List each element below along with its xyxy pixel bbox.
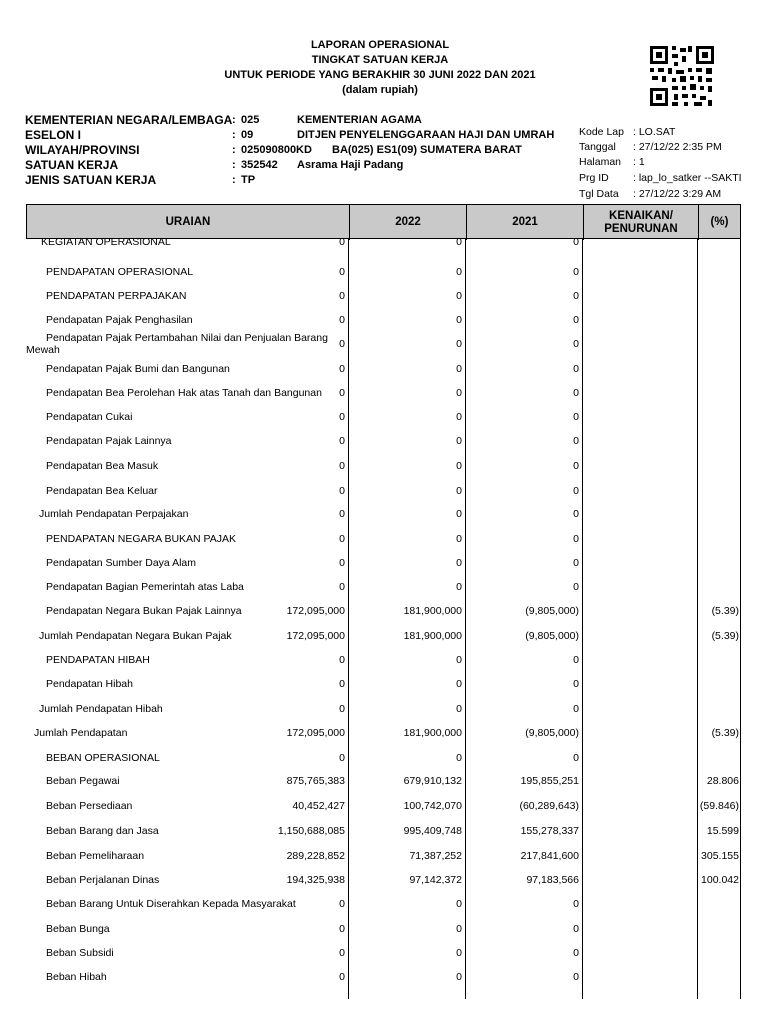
meta-code: 025090800KD bbox=[241, 144, 312, 156]
value-change: 0 bbox=[573, 387, 579, 399]
value-2022: 0 bbox=[339, 363, 345, 375]
meta-right-value: : LO.SAT bbox=[633, 126, 676, 138]
row-label: BEBAN OPERASIONAL bbox=[46, 752, 160, 764]
value-2021: 0 bbox=[456, 533, 462, 545]
value-2022: 0 bbox=[339, 557, 345, 569]
value-percent: 305.155 bbox=[701, 850, 739, 862]
value-percent: (5.39) bbox=[711, 605, 739, 617]
value-2022: 0 bbox=[339, 236, 345, 248]
row-label: Jumlah Pendapatan Hibah bbox=[39, 703, 163, 715]
value-2022: 0 bbox=[339, 898, 345, 910]
value-2022: 40,452,427 bbox=[292, 800, 345, 812]
table-row bbox=[26, 849, 743, 863]
meta-label: SATUAN KERJA bbox=[25, 158, 119, 172]
report-title: LAPORAN OPERASIONAL bbox=[310, 39, 450, 51]
row-label: Pendapatan Bea Masuk bbox=[46, 460, 159, 472]
row-label: Jumlah Pendapatan Negara Bukan Pajak bbox=[39, 630, 232, 642]
report-unit: (dalam rupiah) bbox=[342, 84, 418, 96]
table-row bbox=[26, 604, 743, 618]
meta-label: ESELON I bbox=[25, 128, 82, 142]
value-change: 0 bbox=[573, 533, 579, 545]
value-change: (9,805,000) bbox=[525, 605, 579, 617]
value-2022: 194,325,938 bbox=[286, 874, 345, 886]
value-2022: 172,095,000 bbox=[286, 727, 345, 739]
value-change: 0 bbox=[573, 236, 579, 248]
value-2021: 181,900,000 bbox=[403, 727, 462, 739]
value-change: 0 bbox=[573, 752, 579, 764]
table-row bbox=[26, 459, 743, 473]
value-2021: 0 bbox=[456, 460, 462, 472]
value-change: 0 bbox=[573, 898, 579, 910]
value-2021: 0 bbox=[456, 508, 462, 520]
value-2021: 71,387,252 bbox=[409, 850, 462, 862]
value-change: 0 bbox=[573, 435, 579, 447]
value-2022: 0 bbox=[339, 508, 345, 520]
value-2021: 0 bbox=[456, 654, 462, 666]
table-row bbox=[26, 386, 743, 400]
value-2022: 0 bbox=[339, 387, 345, 399]
row-label: Beban Barang Untuk Diserahkan Kepada Masyarakat bbox=[46, 898, 296, 910]
row-label: Jumlah Pendapatan bbox=[34, 727, 128, 739]
meta-code: 352542 bbox=[241, 159, 278, 171]
header-change-line2: PENURUNAN bbox=[604, 222, 678, 235]
value-2022: 0 bbox=[339, 654, 345, 666]
value-2021: 0 bbox=[456, 387, 462, 399]
meta-right-label: Halaman bbox=[579, 156, 622, 168]
header-2021: 2021 bbox=[466, 205, 583, 240]
row-label: Pendapatan Cukai bbox=[46, 411, 133, 423]
row-label: KEGIATAN OPERASIONAL bbox=[41, 236, 171, 248]
value-2021: 0 bbox=[456, 338, 462, 350]
row-label: PENDAPATAN PERPAJAKAN bbox=[46, 290, 187, 302]
meta-code: 025 bbox=[241, 114, 260, 126]
row-label: Pendapatan Pajak Pertambahan Nilai dan Penjualan Barang bbox=[46, 332, 328, 344]
value-change: 0 bbox=[573, 485, 579, 497]
table-row bbox=[26, 362, 743, 376]
value-change: 0 bbox=[573, 460, 579, 472]
value-change: 0 bbox=[573, 971, 579, 983]
value-2021: 0 bbox=[456, 363, 462, 375]
value-2021: 0 bbox=[456, 557, 462, 569]
value-2022: 0 bbox=[339, 435, 345, 447]
table-row bbox=[26, 774, 743, 788]
value-2022: 0 bbox=[339, 581, 345, 593]
value-change: 0 bbox=[573, 947, 579, 959]
table-row bbox=[26, 629, 743, 643]
row-label: PENDAPATAN OPERASIONAL bbox=[46, 266, 194, 278]
table-row bbox=[26, 313, 743, 327]
value-2021: 0 bbox=[456, 678, 462, 690]
value-2022: 1,150,688,085 bbox=[277, 825, 345, 837]
row-label: Pendapatan Pajak Penghasilan bbox=[46, 314, 193, 326]
value-2022: 0 bbox=[339, 947, 345, 959]
row-label: Beban Subsidi bbox=[46, 947, 114, 959]
operational-report-table bbox=[26, 204, 743, 1024]
row-label: Beban Persediaan bbox=[46, 800, 133, 812]
header-2022: 2022 bbox=[349, 205, 466, 240]
value-change: (9,805,000) bbox=[525, 727, 579, 739]
meta-colon: : bbox=[232, 174, 236, 186]
value-change: 0 bbox=[573, 581, 579, 593]
row-label: Beban Bunga bbox=[46, 923, 110, 935]
value-2022: 0 bbox=[339, 290, 345, 302]
value-2022: 0 bbox=[339, 752, 345, 764]
value-2021: 0 bbox=[456, 703, 462, 715]
table-row bbox=[26, 507, 743, 521]
value-2021: 995,409,748 bbox=[403, 825, 462, 837]
value-change: 0 bbox=[573, 703, 579, 715]
meta-label: JENIS SATUAN KERJA bbox=[25, 173, 157, 187]
meta-name: DITJEN PENYELENGGARAAN HAJI DAN UMRAH bbox=[297, 129, 555, 141]
table-row bbox=[26, 410, 743, 424]
qr-code-icon bbox=[648, 44, 716, 108]
row-label: Pendapatan Pajak Lainnya bbox=[46, 435, 172, 447]
table-row bbox=[26, 751, 743, 765]
meta-colon: : bbox=[232, 129, 236, 141]
value-2022: 172,095,000 bbox=[286, 630, 345, 642]
row-label: PENDAPATAN NEGARA BUKAN PAJAK bbox=[46, 533, 237, 545]
meta-label: WILAYAH/PROVINSI bbox=[25, 143, 140, 157]
value-change: (9,805,000) bbox=[525, 630, 579, 642]
table-row bbox=[26, 799, 743, 813]
meta-name: KEMENTERIAN AGAMA bbox=[297, 114, 422, 126]
table-row bbox=[26, 946, 743, 960]
value-2022: 289,228,852 bbox=[286, 850, 345, 862]
header-change bbox=[583, 205, 698, 240]
meta-right-value: : 1 bbox=[633, 156, 645, 168]
report-period: UNTUK PERIODE YANG BERAKHIR 30 JUNI 2022 DAN 2021 bbox=[224, 69, 536, 81]
table-row bbox=[26, 236, 743, 253]
value-change: 0 bbox=[573, 338, 579, 350]
table-row bbox=[26, 434, 743, 448]
value-change: 0 bbox=[573, 411, 579, 423]
table-row bbox=[26, 897, 743, 911]
value-2021: 0 bbox=[456, 266, 462, 278]
value-2022: 0 bbox=[339, 678, 345, 690]
value-change: 0 bbox=[573, 923, 579, 935]
value-2021: 0 bbox=[456, 236, 462, 248]
value-change: 155,278,337 bbox=[520, 825, 579, 837]
table-row bbox=[26, 922, 743, 936]
value-2021: 0 bbox=[456, 752, 462, 764]
value-change: 0 bbox=[573, 290, 579, 302]
table-row bbox=[26, 484, 743, 498]
meta-right-label: Prg ID bbox=[579, 172, 609, 184]
meta-label: KEMENTERIAN NEGARA/LEMBAGA bbox=[25, 113, 233, 127]
value-percent: (5.39) bbox=[711, 727, 739, 739]
table-row bbox=[26, 873, 743, 887]
value-2022: 0 bbox=[339, 266, 345, 278]
table-row bbox=[26, 265, 743, 279]
meta-right-value: : lap_lo_satker --SAKTI bbox=[633, 172, 742, 184]
row-label: Pendapatan Sumber Daya Alam bbox=[46, 557, 197, 569]
row-label: PENDAPATAN HIBAH bbox=[46, 654, 150, 666]
row-label: Beban Perjalanan Dinas bbox=[46, 874, 160, 886]
table-row bbox=[26, 677, 743, 691]
value-2022: 0 bbox=[339, 485, 345, 497]
value-2022: 0 bbox=[339, 411, 345, 423]
value-2022: 0 bbox=[339, 533, 345, 545]
value-2021: 0 bbox=[456, 290, 462, 302]
header-uraian: URAIAN bbox=[165, 216, 211, 228]
row-label: Beban Hibah bbox=[46, 971, 107, 983]
value-change: 0 bbox=[573, 654, 579, 666]
meta-right-value: : 27/12/22 3:29 AM bbox=[633, 188, 722, 200]
value-2021: 0 bbox=[456, 898, 462, 910]
value-2022: 0 bbox=[339, 923, 345, 935]
table-row bbox=[26, 653, 743, 667]
table-row bbox=[26, 580, 743, 594]
value-2021: 0 bbox=[456, 581, 462, 593]
row-label: Pendapatan Pajak Bumi dan Bangunan bbox=[46, 363, 230, 375]
meta-code: TP bbox=[241, 174, 256, 186]
meta-colon: : bbox=[232, 159, 236, 171]
report-title-block bbox=[150, 38, 610, 98]
meta-name: Asrama Haji Padang bbox=[297, 159, 404, 171]
value-2021: 0 bbox=[456, 947, 462, 959]
value-percent: 15.599 bbox=[706, 825, 739, 837]
meta-right-value: : 27/12/22 2:35 PM bbox=[633, 141, 722, 153]
row-label: Jumlah Pendapatan Perpajakan bbox=[39, 508, 189, 520]
value-2022: 0 bbox=[339, 460, 345, 472]
value-change: (60,289,643) bbox=[519, 800, 579, 812]
value-2021: 97,142,372 bbox=[409, 874, 462, 886]
table-row bbox=[26, 702, 743, 716]
table-row bbox=[26, 970, 743, 984]
value-2021: 0 bbox=[456, 411, 462, 423]
header-change-line1: KENAIKAN/ bbox=[609, 209, 673, 222]
table-row bbox=[26, 532, 743, 546]
row-label: Pendapatan Bea Perolehan Hak atas Tanah dan Bangunan bbox=[46, 387, 322, 399]
row-label: Pendapatan Bea Keluar bbox=[46, 485, 158, 497]
row-label: Beban Pegawai bbox=[46, 775, 120, 787]
value-change: 0 bbox=[573, 508, 579, 520]
value-2022: 875,765,383 bbox=[286, 775, 345, 787]
header-percent: (%) bbox=[698, 205, 740, 240]
meta-colon: : bbox=[232, 144, 236, 156]
value-percent: (59.846) bbox=[699, 800, 739, 812]
row-label: Pendapatan Bagian Pemerintah atas Laba bbox=[46, 581, 244, 593]
meta-right-label: Tgl Data bbox=[579, 188, 619, 200]
table-row bbox=[26, 289, 743, 303]
value-2021: 0 bbox=[456, 971, 462, 983]
value-2021: 0 bbox=[456, 435, 462, 447]
meta-colon: : bbox=[232, 114, 236, 126]
row-label: Pendapatan Negara Bukan Pajak Lainnya bbox=[46, 605, 242, 617]
value-2021: 0 bbox=[456, 314, 462, 326]
value-2021: 100,742,070 bbox=[403, 800, 462, 812]
value-2021: 679,910,132 bbox=[403, 775, 462, 787]
table-row bbox=[26, 332, 743, 356]
row-label: Beban Barang dan Jasa bbox=[46, 825, 159, 837]
meta-right-label: Tanggal bbox=[579, 141, 616, 153]
value-percent: 100.042 bbox=[701, 874, 739, 886]
table-header bbox=[26, 204, 741, 239]
value-change: 217,841,600 bbox=[520, 850, 579, 862]
row-label-continued: Mewah bbox=[26, 344, 60, 356]
row-label: Beban Pemeliharaan bbox=[46, 850, 145, 862]
value-2021: 0 bbox=[456, 485, 462, 497]
value-2022: 0 bbox=[339, 971, 345, 983]
meta-right-label: Kode Lap bbox=[579, 126, 624, 138]
value-2022: 0 bbox=[339, 338, 345, 350]
value-change: 0 bbox=[573, 678, 579, 690]
meta-code: 09 bbox=[241, 129, 254, 141]
value-2022: 0 bbox=[339, 314, 345, 326]
report-subtitle: TINGKAT SATUAN KERJA bbox=[311, 54, 449, 66]
value-change: 0 bbox=[573, 363, 579, 375]
table-row bbox=[26, 556, 743, 570]
value-change: 97,183,566 bbox=[526, 874, 579, 886]
value-2021: 181,900,000 bbox=[403, 605, 462, 617]
value-change: 195,855,251 bbox=[520, 775, 579, 787]
value-change: 0 bbox=[573, 314, 579, 326]
value-change: 0 bbox=[573, 557, 579, 569]
value-2022: 0 bbox=[339, 703, 345, 715]
table-row bbox=[26, 824, 743, 838]
meta-name: BA(025) ES1(09) SUMATERA BARAT bbox=[332, 144, 522, 156]
row-label: Pendapatan Hibah bbox=[46, 678, 133, 690]
value-percent: (5.39) bbox=[711, 630, 739, 642]
value-2022: 172,095,000 bbox=[286, 605, 345, 617]
value-change: 0 bbox=[573, 266, 579, 278]
value-2021: 0 bbox=[456, 923, 462, 935]
table-row bbox=[26, 726, 743, 740]
value-2021: 181,900,000 bbox=[403, 630, 462, 642]
value-percent: 28.806 bbox=[706, 775, 739, 787]
